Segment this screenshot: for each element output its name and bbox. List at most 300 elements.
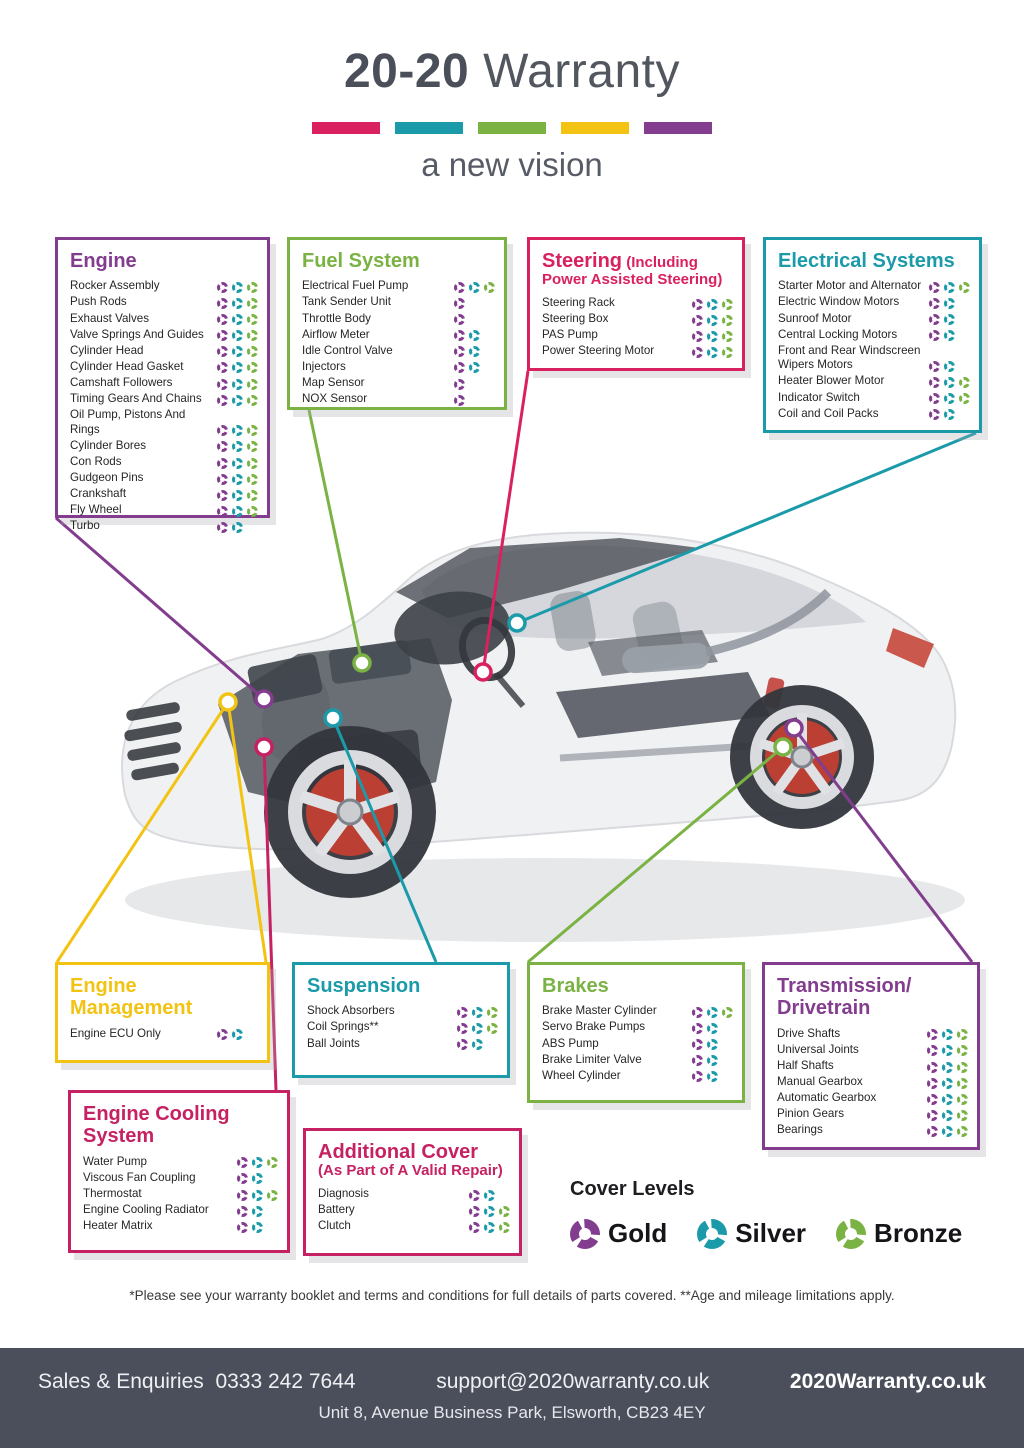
gear-icon-gold: [692, 1039, 703, 1050]
part-label: Universal Joints: [777, 1042, 859, 1056]
gear-icon-bronze: [957, 1110, 968, 1121]
marker-steering: [475, 664, 491, 680]
gear-icon-bronze: [957, 1094, 968, 1105]
part-label: Viscous Fan Coupling: [83, 1170, 196, 1184]
gear-icon-silver: [707, 347, 718, 358]
part-label: Coil Springs**: [307, 1020, 379, 1034]
connector-engine: [56, 518, 264, 699]
gear-icon-silver: [469, 330, 480, 341]
part-label: Electrical Fuel Pump: [302, 279, 409, 293]
part-row: [302, 295, 496, 310]
gear-icon-gold: [692, 1007, 703, 1018]
part-row: [778, 328, 971, 343]
part-label: Pinion Gears: [777, 1107, 845, 1121]
part-row: [70, 328, 259, 343]
part-row: [70, 312, 259, 327]
part-row: [302, 328, 496, 343]
gear-icon-bronze: [957, 1029, 968, 1040]
gear-icon-gold: [217, 282, 228, 293]
gear-icon-bronze: [499, 1222, 510, 1233]
gear-icon-silver: [469, 282, 480, 293]
gear-icon-silver: [942, 1126, 953, 1137]
gear-icon-bronze: [722, 1007, 733, 1018]
gear-icon-gold: [457, 1007, 468, 1018]
gear-icon-silver: [232, 314, 243, 325]
gear-icon-bronze: [267, 1157, 278, 1168]
gear-icon-silver: [232, 474, 243, 485]
gear-icon-bronze: [247, 474, 258, 485]
gear-icon-silver: [944, 409, 955, 420]
front-wheel: [264, 726, 436, 898]
part-row: [542, 312, 734, 327]
part-row: [302, 279, 496, 294]
part-row: [302, 376, 496, 391]
gear-icon-bronze: [247, 298, 258, 309]
gear-icon-silver: [469, 362, 480, 373]
panel-transmission: [762, 962, 980, 1150]
part-label: Airflow Meter: [302, 327, 370, 341]
part-label: Manual Gearbox: [777, 1075, 863, 1089]
marker-engine: [256, 691, 272, 707]
gear-icon-silver: [252, 1222, 263, 1233]
gear-icon-gold: [237, 1206, 248, 1217]
part-row: [83, 1171, 279, 1186]
gear-icon-gold: [217, 458, 228, 469]
gear-icon-gold: [929, 282, 940, 293]
cover-level-silver: [697, 1218, 806, 1249]
gear-icon-bronze: [247, 395, 258, 406]
gear-icon-gold: [217, 490, 228, 501]
gear-icon-silver: [232, 441, 243, 452]
gear-icon-silver: [942, 1110, 953, 1121]
gear-icon-gold: [217, 362, 228, 373]
gear-icon-bronze: [484, 282, 495, 293]
panel-title-brakes: Brakes: [542, 975, 609, 997]
gear-icon-gold: [570, 1219, 600, 1249]
gear-icon-silver: [944, 377, 955, 388]
part-row: [778, 391, 971, 406]
gear-icon-silver: [944, 314, 955, 325]
gear-icon-bronze: [247, 441, 258, 452]
gear-icon-gold: [454, 379, 465, 390]
gear-icon-silver: [942, 1045, 953, 1056]
part-row: [542, 1037, 734, 1052]
part-row: [778, 344, 971, 373]
part-row: [777, 1059, 969, 1074]
marker-fuel: [354, 655, 370, 671]
part-label: Sunroof Motor: [778, 311, 852, 325]
part-label: Wheel Cylinder: [542, 1068, 621, 1082]
part-row: [83, 1155, 279, 1170]
part-label: Central Locking Motors: [778, 327, 898, 341]
gear-icon-silver: [484, 1222, 495, 1233]
gear-icon-bronze: [957, 1045, 968, 1056]
panel-title-engine: Engine: [70, 250, 137, 272]
panel-title-additional: Additional Cover (As Part of A Valid Repair): [318, 1141, 503, 1180]
gear-icon-silver: [232, 282, 243, 293]
gear-icon-gold: [929, 377, 940, 388]
gear-icon-gold: [237, 1222, 248, 1233]
gear-icon-gold: [469, 1222, 480, 1233]
part-label: Brake Master Cylinder: [542, 1004, 657, 1018]
gear-icon-bronze: [247, 379, 258, 390]
gear-icon-bronze: [957, 1126, 968, 1137]
gear-icon-gold: [237, 1173, 248, 1184]
gear-icon-gold: [692, 347, 703, 358]
part-label: Automatic Gearbox: [777, 1091, 877, 1105]
part-row: [307, 1037, 499, 1052]
gear-icon-gold: [454, 395, 465, 406]
part-row: [70, 392, 259, 407]
panel-title-suspension: Suspension: [307, 975, 421, 997]
part-row: [307, 1004, 499, 1019]
part-label: Servo Brake Pumps: [542, 1020, 646, 1034]
part-label: Brake Limiter Valve: [542, 1052, 642, 1066]
part-label: Map Sensor: [302, 375, 365, 389]
part-row: [302, 344, 496, 359]
gear-icon-gold: [454, 282, 465, 293]
marker-suspension: [325, 710, 341, 726]
part-row: [302, 392, 496, 407]
part-label: Engine Cooling Radiator: [83, 1203, 209, 1217]
gear-icon-silver: [232, 522, 243, 533]
part-row: [542, 1069, 734, 1084]
gear-icon-gold: [217, 395, 228, 406]
gear-icon-gold: [457, 1039, 468, 1050]
gear-icon-bronze: [722, 299, 733, 310]
gear-icon-gold: [217, 379, 228, 390]
panel-cooling: [68, 1090, 290, 1253]
gear-icon-gold: [217, 474, 228, 485]
gear-icon-gold: [217, 1029, 228, 1040]
panel-steering: [527, 237, 745, 371]
gear-icon-bronze: [959, 377, 970, 388]
gear-icon-gold: [692, 1023, 703, 1034]
part-label: Half Shafts: [777, 1058, 834, 1072]
part-label: Heater Matrix: [83, 1219, 153, 1233]
part-label: Diagnosis: [318, 1187, 369, 1201]
part-label: Clutch: [318, 1219, 351, 1233]
footnote: *Please see your warranty booklet and terms and conditions for full details of parts covered. **Age and mileage limitations apply.: [129, 1288, 895, 1303]
part-label: Turbo: [70, 519, 100, 533]
title-rest: Warranty: [469, 45, 680, 98]
part-label: Crankshaft: [70, 487, 127, 501]
gear-icon-gold: [929, 393, 940, 404]
gear-icon-silver: [232, 1029, 243, 1040]
part-row: [70, 1027, 259, 1042]
gear-icon-silver: [484, 1206, 495, 1217]
marker-transmission: [786, 720, 802, 736]
part-label: Valve Springs And Guides: [70, 327, 204, 341]
part-label: Con Rods: [70, 454, 122, 468]
panel-title-electrical: Electrical Systems: [778, 250, 955, 272]
part-label: Oil Pump, Pistons And Rings: [70, 408, 186, 436]
gear-icon-gold: [454, 330, 465, 341]
gear-icon-silver: [944, 361, 955, 372]
gear-icon-gold: [692, 1071, 703, 1082]
part-row: [70, 360, 259, 375]
gear-icon-silver: [232, 346, 243, 357]
gear-icon-bronze: [959, 282, 970, 293]
gear-icon-gold: [927, 1094, 938, 1105]
gear-icon-bronze: [957, 1062, 968, 1073]
gear-icon-silver: [707, 1071, 718, 1082]
gear-icon-silver: [232, 298, 243, 309]
phone-number: 0333 242 7644: [215, 1370, 356, 1393]
part-row: [778, 407, 971, 422]
part-label: Bearings: [777, 1123, 823, 1137]
gear-icon-bronze: [722, 331, 733, 342]
part-row: [542, 1020, 734, 1035]
gear-icon-gold: [692, 331, 703, 342]
part-row: [70, 279, 259, 294]
part-row: [70, 503, 259, 518]
gear-icon-silver: [252, 1173, 263, 1184]
gear-icon-gold: [237, 1157, 248, 1168]
part-row: [70, 439, 259, 454]
gear-icon-silver: [232, 395, 243, 406]
part-label: Cylinder Head: [70, 343, 144, 357]
part-label: Drive Shafts: [777, 1026, 841, 1040]
gear-icon-bronze: [267, 1190, 278, 1201]
part-row: [70, 376, 259, 391]
panel-fuel: [287, 237, 507, 410]
part-label: Rocker Assembly: [70, 279, 160, 293]
gear-icon-gold: [217, 314, 228, 325]
part-row: [70, 487, 259, 502]
part-label: Camshaft Followers: [70, 375, 173, 389]
part-row: [70, 471, 259, 486]
part-label: Ball Joints: [307, 1036, 360, 1050]
gear-icon-silver: [232, 490, 243, 501]
gear-icon-silver: [697, 1219, 727, 1249]
part-row: [777, 1027, 969, 1042]
part-row: [542, 1053, 734, 1068]
gear-icon-gold: [692, 1055, 703, 1066]
gear-icon-bronze: [957, 1078, 968, 1089]
part-label: Water Pump: [83, 1154, 147, 1168]
part-label: Front and Rear Windscreen Wipers Motors: [778, 343, 921, 372]
part-label: Coil and Coil Packs: [778, 406, 879, 420]
part-label: Battery: [318, 1203, 355, 1217]
gear-icon-gold: [237, 1190, 248, 1201]
panel-title-engine_management: Engine Management: [70, 975, 193, 1020]
gear-icon-gold: [454, 362, 465, 373]
part-row: [542, 296, 734, 311]
cover-level-label: Bronze: [874, 1218, 963, 1248]
gear-icon-bronze: [499, 1206, 510, 1217]
part-label: Push Rods: [70, 295, 127, 309]
gear-icon-silver: [252, 1206, 263, 1217]
tagline: a new vision: [421, 146, 603, 183]
part-label: Engine ECU Only: [70, 1026, 161, 1040]
part-row: [318, 1187, 511, 1202]
gear-icon-silver: [707, 315, 718, 326]
gear-icon-gold: [929, 409, 940, 420]
part-row: [778, 312, 971, 327]
part-label: NOX Sensor: [302, 392, 368, 406]
cover-level-label: Silver: [735, 1218, 807, 1248]
part-label: Heater Blower Motor: [778, 374, 885, 388]
part-label: PAS Pump: [542, 328, 598, 342]
panel-title-transmission: Transmission/ Drivetrain: [777, 975, 912, 1020]
gear-icon-silver: [707, 1039, 718, 1050]
gear-icon-gold: [217, 330, 228, 341]
gear-icon-gold: [692, 299, 703, 310]
gear-icon-silver: [469, 346, 480, 357]
cover-level-gold: [570, 1218, 667, 1249]
part-row: [778, 374, 971, 389]
part-label: Idle Control Valve: [302, 343, 393, 357]
part-row: [777, 1091, 969, 1106]
gear-icon-bronze: [836, 1219, 866, 1249]
gear-icon-bronze: [487, 1023, 498, 1034]
gear-icon-silver: [707, 1023, 718, 1034]
part-label: Injectors: [302, 359, 346, 373]
part-label: Exhaust Valves: [70, 311, 150, 325]
panel-brakes: [527, 962, 745, 1103]
marker-brakes: [775, 739, 791, 755]
footer-website: 2020Warranty.co.uk: [789, 1370, 986, 1393]
footer-email: support@2020warranty.co.uk: [436, 1370, 710, 1393]
gear-icon-gold: [217, 346, 228, 357]
part-row: [777, 1043, 969, 1058]
gear-icon-gold: [929, 330, 940, 341]
gear-icon-gold: [927, 1029, 938, 1040]
gear-icon-silver: [944, 393, 955, 404]
gear-icon-silver: [942, 1062, 953, 1073]
part-row: [83, 1203, 279, 1218]
gear-icon-gold: [217, 522, 228, 533]
gear-icon-gold: [927, 1078, 938, 1089]
part-label: Electric Window Motors: [778, 295, 900, 309]
gear-icon-gold: [217, 425, 228, 436]
gear-icon-silver: [707, 331, 718, 342]
part-label: Starter Motor and Alternator: [778, 279, 922, 293]
gear-icon-bronze: [959, 393, 970, 404]
title-bold: 20-20: [343, 45, 470, 98]
part-label: Thermostat: [83, 1186, 142, 1200]
panel-engine: [55, 237, 270, 533]
part-row: [318, 1219, 511, 1234]
gear-icon-gold: [217, 506, 228, 517]
gear-icon-silver: [232, 458, 243, 469]
part-row: [83, 1187, 279, 1202]
part-row: [83, 1219, 279, 1234]
footer: [0, 1348, 1024, 1448]
gear-icon-gold: [217, 298, 228, 309]
panel-title-cooling: Engine Cooling System: [83, 1103, 230, 1148]
cover-level-label: Gold: [608, 1218, 668, 1248]
gear-icon-bronze: [247, 490, 258, 501]
cover-levels-heading: Cover Levels: [570, 1178, 695, 1200]
gear-icon-silver: [707, 1055, 718, 1066]
gear-icon-bronze: [247, 314, 258, 325]
gear-icon-silver: [484, 1190, 495, 1201]
part-label: Gudgeon Pins: [70, 471, 144, 485]
gear-icon-gold: [929, 361, 940, 372]
part-label: ABS Pump: [542, 1036, 599, 1050]
part-label: Indicator Switch: [778, 390, 860, 404]
gear-icon-gold: [929, 314, 940, 325]
part-row: [777, 1075, 969, 1090]
part-row: [542, 1004, 734, 1019]
part-row: [70, 455, 259, 470]
gear-icon-gold: [927, 1045, 938, 1056]
part-label: Cylinder Bores: [70, 438, 147, 452]
part-label: Timing Gears And Chains: [70, 392, 202, 406]
part-label: Steering Rack: [542, 296, 615, 310]
footer-address: Unit 8, Avenue Business Park, Elsworth, CB23 4EY: [318, 1403, 706, 1422]
part-row: [778, 279, 971, 294]
gear-icon-bronze: [487, 1007, 498, 1018]
part-row: [542, 344, 734, 359]
gear-icon-bronze: [247, 425, 258, 436]
gear-icon-silver: [944, 282, 955, 293]
gear-icon-bronze: [247, 282, 258, 293]
gear-icon-gold: [457, 1023, 468, 1034]
gear-icon-gold: [927, 1110, 938, 1121]
panel-title-fuel: Fuel System: [302, 250, 420, 272]
part-row: [302, 360, 496, 375]
gear-icon-bronze: [247, 330, 258, 341]
gear-icon-gold: [927, 1062, 938, 1073]
part-label: Shock Absorbers: [307, 1004, 395, 1018]
part-row: [542, 328, 734, 343]
gear-icon-gold: [469, 1206, 480, 1217]
gear-icon-silver: [707, 299, 718, 310]
gear-icon-gold: [454, 314, 465, 325]
gear-icon-silver: [472, 1007, 483, 1018]
part-label: Cylinder Head Gasket: [70, 359, 184, 373]
gear-icon-bronze: [722, 347, 733, 358]
gear-icon-gold: [692, 315, 703, 326]
gear-icon-silver: [232, 506, 243, 517]
part-row: [70, 295, 259, 310]
part-row: [70, 344, 259, 359]
part-row: [70, 408, 259, 437]
cover-levels-legend: [570, 1218, 1000, 1249]
gear-icon-silver: [942, 1078, 953, 1089]
footer-sales: [38, 1370, 356, 1394]
gear-icon-silver: [232, 425, 243, 436]
marker-cooling: [256, 739, 272, 755]
panel-engine_management: [55, 962, 270, 1063]
part-label: Tank Sender Unit: [302, 295, 391, 309]
part-row: [777, 1107, 969, 1122]
car-illustration: [122, 533, 965, 942]
panel-title-steering: Steering (Including Power Assisted Steering): [542, 250, 723, 289]
gear-icon-bronze: [247, 506, 258, 517]
marker-engine_management: [220, 694, 236, 710]
part-row: [302, 312, 496, 327]
part-row: [778, 295, 971, 310]
panel-suspension: [292, 962, 510, 1078]
gear-icon-bronze: [247, 362, 258, 373]
part-row: [318, 1203, 511, 1218]
panel-additional: [303, 1128, 522, 1256]
gear-icon-gold: [929, 298, 940, 309]
part-row: [307, 1020, 499, 1035]
marker-electrical: [509, 615, 525, 631]
gear-icon-bronze: [247, 458, 258, 469]
gear-icon-silver: [232, 330, 243, 341]
cover-level-bronze: [836, 1218, 962, 1249]
gear-icon-gold: [217, 441, 228, 452]
gear-icon-silver: [232, 362, 243, 373]
gear-icon-silver: [942, 1094, 953, 1105]
part-label: Steering Box: [542, 312, 609, 326]
